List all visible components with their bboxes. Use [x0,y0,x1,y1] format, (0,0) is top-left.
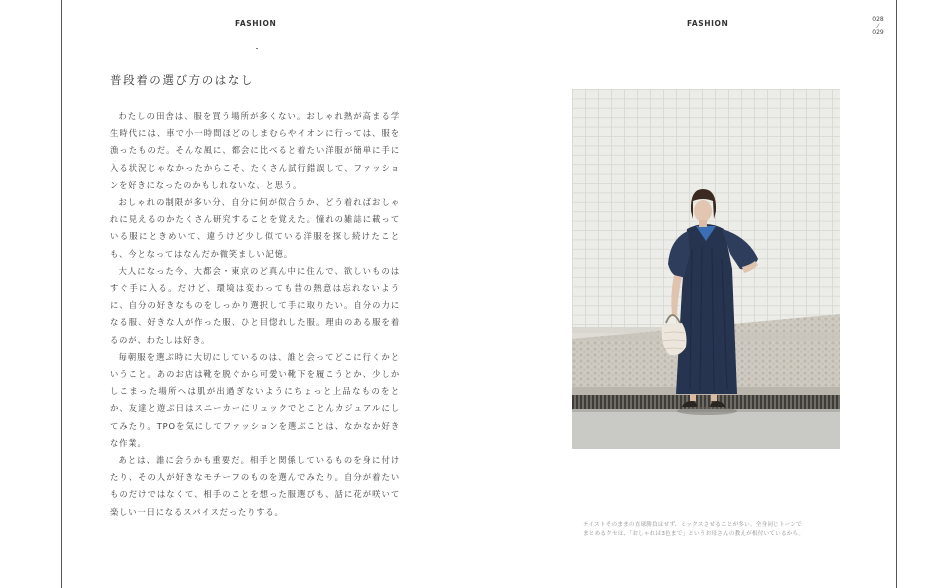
page-number-right: 029 [872,29,884,36]
page-number [866,16,890,37]
person-shadow [677,407,737,415]
body-paragraph-5: あとは、誰に会うかも重要だ。相手と関係しているものを身に付けたり、その人が好きなモチーフのものを選んでみたり。自分が着たいものだけではなくて、相手のことを想った服選びも、話に花が咲いて楽しい一日になるスパイスだったりする。 [110,455,400,517]
article-body [110,108,400,521]
page-number-left: 028 [872,16,884,23]
decorative-dot [256,48,258,49]
fashion-photo [572,89,840,449]
body-paragraph-3: 大人になった今、大都会・東京のど真ん中に住んで、欲しいものはすぐ手に入る。だけど、環境は変わっても昔の熱意は忘れないように、自分の好きなものをしっかり選択して手に取りたい。自分の力になる服、好きな人が作った服、ひと目惚れした服。理由のある服を着るのが、わたしは好き。 [110,265,400,345]
caption-line-1: テイストそのままの直球勝負はせず、ミックスさせることが多い。全身同じトーンで [583,522,802,528]
body-paragraph-2: おしゃれの制限が多い分、自分に何が似合うか、どう着ればおしゃれに見えるのかたくさん研究することを覚えた。憧れの雑誌に載っている服にときめいて、違うけど少し似ている洋服を探し続けたことも、今となってはなんだか微笑ましい記憶。 [110,197,400,259]
photo-caption [583,521,843,539]
article-title: 普段着の選び方のはなし [110,73,255,87]
caption-line-2: まとめるクセは、「おしゃれは3色まで」というお母さんの教えが根付いているから。 [583,531,805,538]
running-head-right: FASHION [687,19,729,28]
running-head-left: FASHION [235,19,277,28]
drain-grate [572,395,840,409]
face [694,200,712,222]
page-number-separator: ⁄ [877,23,879,30]
neck [699,220,707,227]
body-paragraph-4: 毎朝服を選ぶ時に大切にしているのは、誰と会ってどこに行くかということ。あのお店は靴を脱ぐから可愛い靴下を履こうとか、少しかしこまった場所へは肌が出過ぎないようにちょっと上品なものをとか、友達と遊ぶ日はスニーカーにリュックでとことんカジュアルにしてみたり。TPOを気にしてファッションを選ぶことは、なかなか好きな作業。 [110,351,400,448]
asphalt-road [572,409,840,449]
body-paragraph-1: わたしの田舎は、服を買う場所が多くない。おしゃれ熱が高まる学生時代には、車で小一時間ほどのしまむらやイオンに行っては、服を漁ったものだ。そんな風に、都会に比べると着たい洋服が簡単に手に入る状況じゃなかったからこそ、たくさん試行錯誤して、ファッションを好きになったのかもしれないな、と思う。 [110,111,400,190]
